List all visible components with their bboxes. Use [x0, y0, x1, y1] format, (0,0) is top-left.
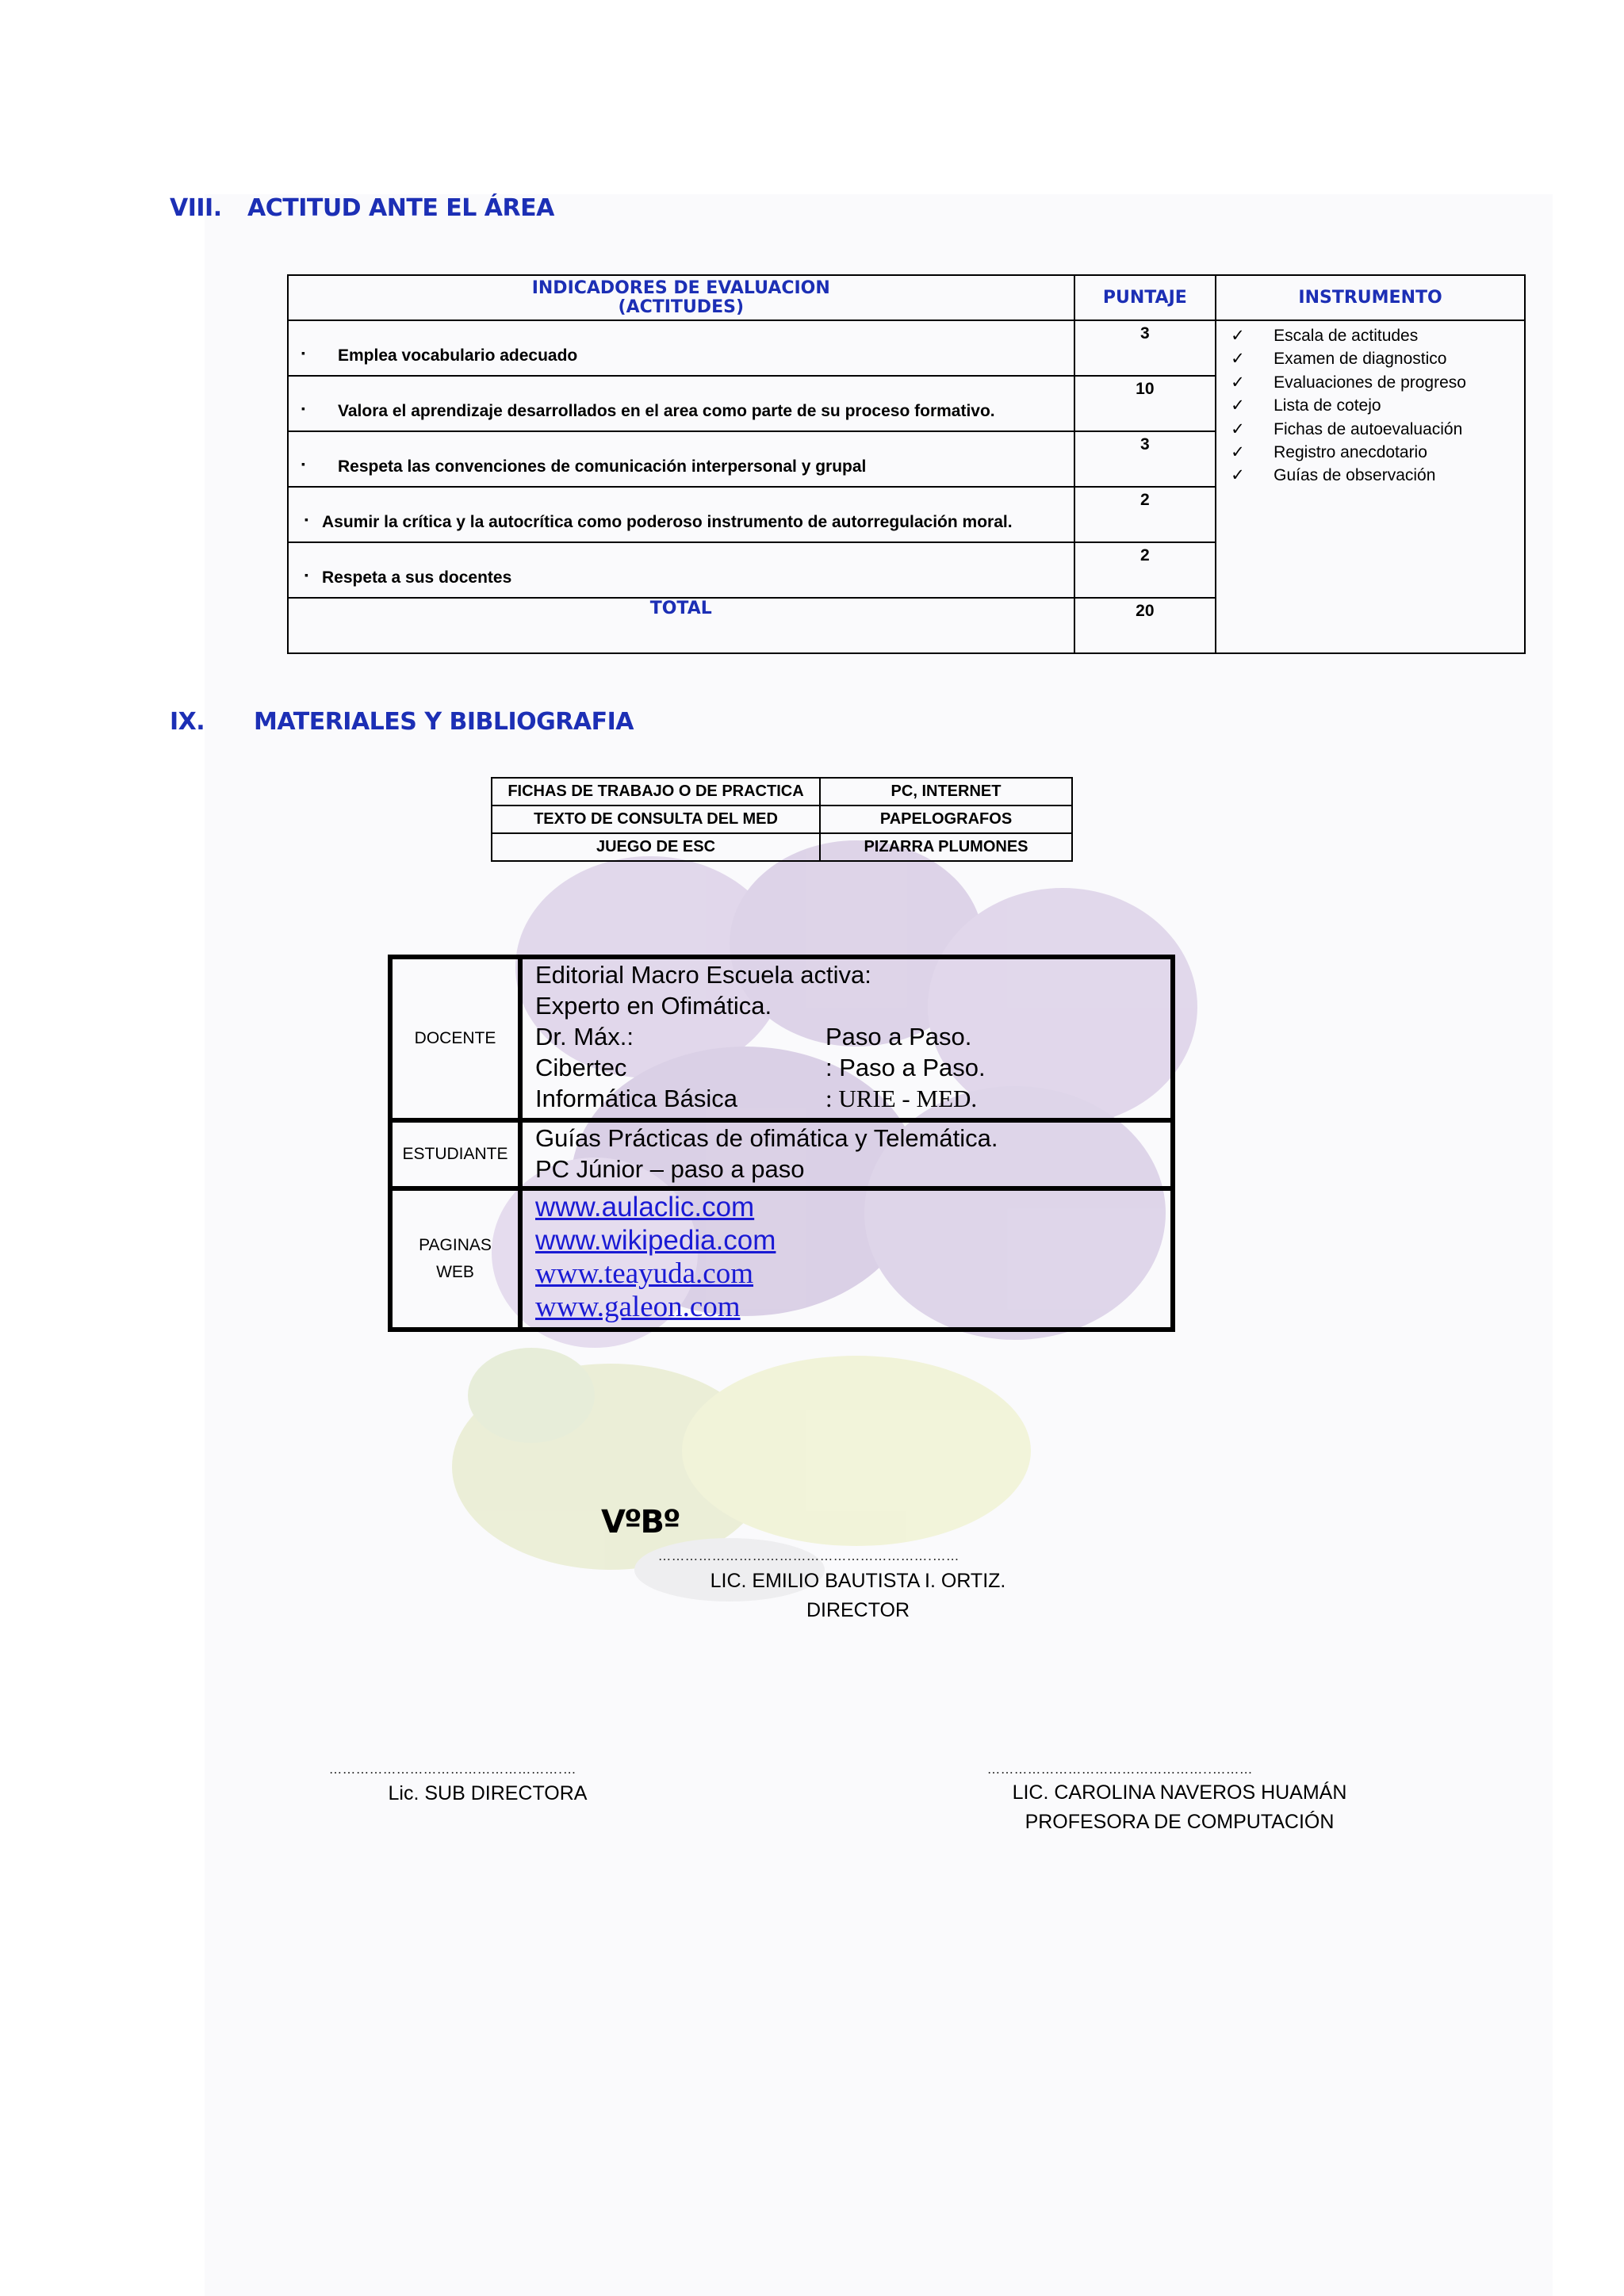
section-8-number: VIII.: [170, 194, 222, 222]
checkmark-icon: ✓: [1231, 327, 1245, 345]
indicator-cell: [288, 320, 1074, 376]
checkmark-icon: ✓: [1231, 442, 1245, 461]
docente-label: DOCENTE: [390, 957, 520, 1120]
header-instrument: INSTRUMENTO: [1216, 275, 1525, 320]
material-cell: PC, INTERNET: [820, 778, 1072, 806]
score-cell: 3: [1074, 320, 1216, 376]
table-row: [492, 833, 1072, 861]
docente-entry: Cibertec : Paso a Paso.: [535, 1054, 986, 1081]
estudiante-line: Guías Prácticas de ofimática y Telemática.: [535, 1124, 998, 1152]
header-indicators: [288, 275, 1074, 320]
director-signature-line: …………………………………………………….……: [658, 1548, 960, 1563]
header-indicators-line1: INDICADORES DE EVALUACION: [531, 277, 830, 298]
checkmark-icon: ✓: [1231, 419, 1245, 438]
score-cell: 2: [1074, 542, 1216, 598]
indicator-text: Respeta a sus docentes: [322, 568, 512, 587]
visto-bueno-mark: VºBº: [601, 1504, 680, 1540]
checkmark-icon: ✓: [1231, 396, 1245, 415]
score-cell: 10: [1074, 376, 1216, 431]
estudiante-line: PC Júnior – paso a paso: [535, 1155, 805, 1183]
bullet-icon: ▪: [301, 346, 305, 359]
teacher-name: LIC. CAROLINA NAVEROS HUAMÁN: [1012, 1781, 1347, 1804]
docente-entry: Informática Básica : URIE - MED.: [535, 1085, 978, 1112]
instrument-item: ✓ Guías de observación: [1216, 464, 1524, 487]
docente-content: [520, 957, 1173, 1120]
web-link[interactable]: www.galeon.com: [535, 1291, 741, 1323]
instrument-item: ✓ Evaluaciones de progreso: [1216, 371, 1524, 394]
estudiante-content: [520, 1120, 1173, 1188]
indicator-text: Respeta las convenciones de comunicación interpersonal y grupal: [338, 457, 867, 476]
material-cell: TEXTO DE CONSULTA DEL MED: [492, 806, 820, 833]
indicator-cell: [288, 376, 1074, 431]
docente-entry: Dr. Máx.: Paso a Paso.: [535, 1023, 972, 1050]
web-link[interactable]: www.wikipedia.com: [535, 1225, 776, 1256]
evaluation-table: [287, 274, 1526, 654]
table-row: [288, 320, 1525, 376]
score-cell: 2: [1074, 487, 1216, 542]
material-cell: PIZARRA PLUMONES: [820, 833, 1072, 861]
web-link[interactable]: www.aulaclic.com: [535, 1192, 755, 1223]
instrument-item: ✓ Escala de actitudes: [1216, 324, 1524, 347]
table-row: [492, 778, 1072, 806]
subdirector-name: Lic. SUB DIRECTORA: [388, 1782, 588, 1804]
checkmark-icon: ✓: [1231, 373, 1245, 392]
teacher-title: PROFESORA DE COMPUTACIÓN: [1025, 1811, 1335, 1833]
subdirector-signature-line: …………………………………………….…: [329, 1762, 577, 1777]
indicator-text: Asumir la crítica y la autocrítica como poderoso instrumento de autorregulación moral.: [322, 513, 1013, 531]
indicator-text: Valora el aprendizaje desarrollados en el area como parte de su proceso formativo.: [338, 402, 995, 420]
instrument-item: ✓ Lista de cotejo: [1216, 394, 1524, 417]
materials-table: [491, 777, 1073, 862]
bullet-icon: ▪: [304, 568, 308, 581]
instrument-list: [1216, 320, 1525, 653]
section-9-title: MATERIALES Y BIBLIOGRAFIA: [254, 708, 634, 736]
bullet-icon: ▪: [301, 457, 305, 470]
bibliography-row-estudiante: [390, 1120, 1173, 1188]
total-label: TOTAL: [288, 598, 1074, 653]
instrument-item: ✓ Registro anecdotario: [1216, 441, 1524, 464]
material-cell: JUEGO DE ESC: [492, 833, 820, 861]
material-cell: PAPELOGRAFOS: [820, 806, 1072, 833]
section-8-title: ACTITUD ANTE EL ÁREA: [247, 194, 554, 222]
section-9-number: IX.: [170, 708, 205, 736]
total-score: 20: [1074, 598, 1216, 653]
indicator-cell: [288, 487, 1074, 542]
web-content: [520, 1188, 1173, 1330]
bibliography-row-docente: [390, 957, 1173, 1120]
checkmark-icon: ✓: [1231, 350, 1245, 369]
checkmark-icon: ✓: [1231, 466, 1245, 485]
evaluation-table-header: [288, 275, 1525, 320]
header-indicators-line2: (ACTITUDES): [618, 297, 744, 317]
indicator-cell: [288, 431, 1074, 487]
docente-line: Experto en Ofimática.: [535, 992, 772, 1020]
header-score: PUNTAJE: [1074, 275, 1216, 320]
web-label: PAGINAS WEB: [390, 1188, 520, 1330]
material-cell: FICHAS DE TRABAJO O DE PRACTICA: [492, 778, 820, 806]
director-name: LIC. EMILIO BAUTISTA I. ORTIZ.: [710, 1570, 1006, 1592]
bibliography-row-web: [390, 1188, 1173, 1330]
bullet-icon: ▪: [304, 513, 308, 526]
docente-line: Editorial Macro Escuela activa:: [535, 961, 871, 989]
instrument-item: ✓ Examen de diagnostico: [1216, 347, 1524, 370]
bibliography-table: [388, 955, 1175, 1332]
score-cell: 3: [1074, 431, 1216, 487]
instrument-item: ✓ Fichas de autoevaluación: [1216, 418, 1524, 441]
director-title: DIRECTOR: [806, 1599, 910, 1621]
table-row: [492, 806, 1072, 833]
teacher-signature-line: …………………………………………..………: [987, 1762, 1254, 1777]
estudiante-label: ESTUDIANTE: [390, 1120, 520, 1188]
web-link[interactable]: www.teayuda.com: [535, 1257, 754, 1290]
bullet-icon: ▪: [301, 402, 305, 415]
indicator-cell: [288, 542, 1074, 598]
indicator-text: Emplea vocabulario adecuado: [338, 346, 578, 365]
